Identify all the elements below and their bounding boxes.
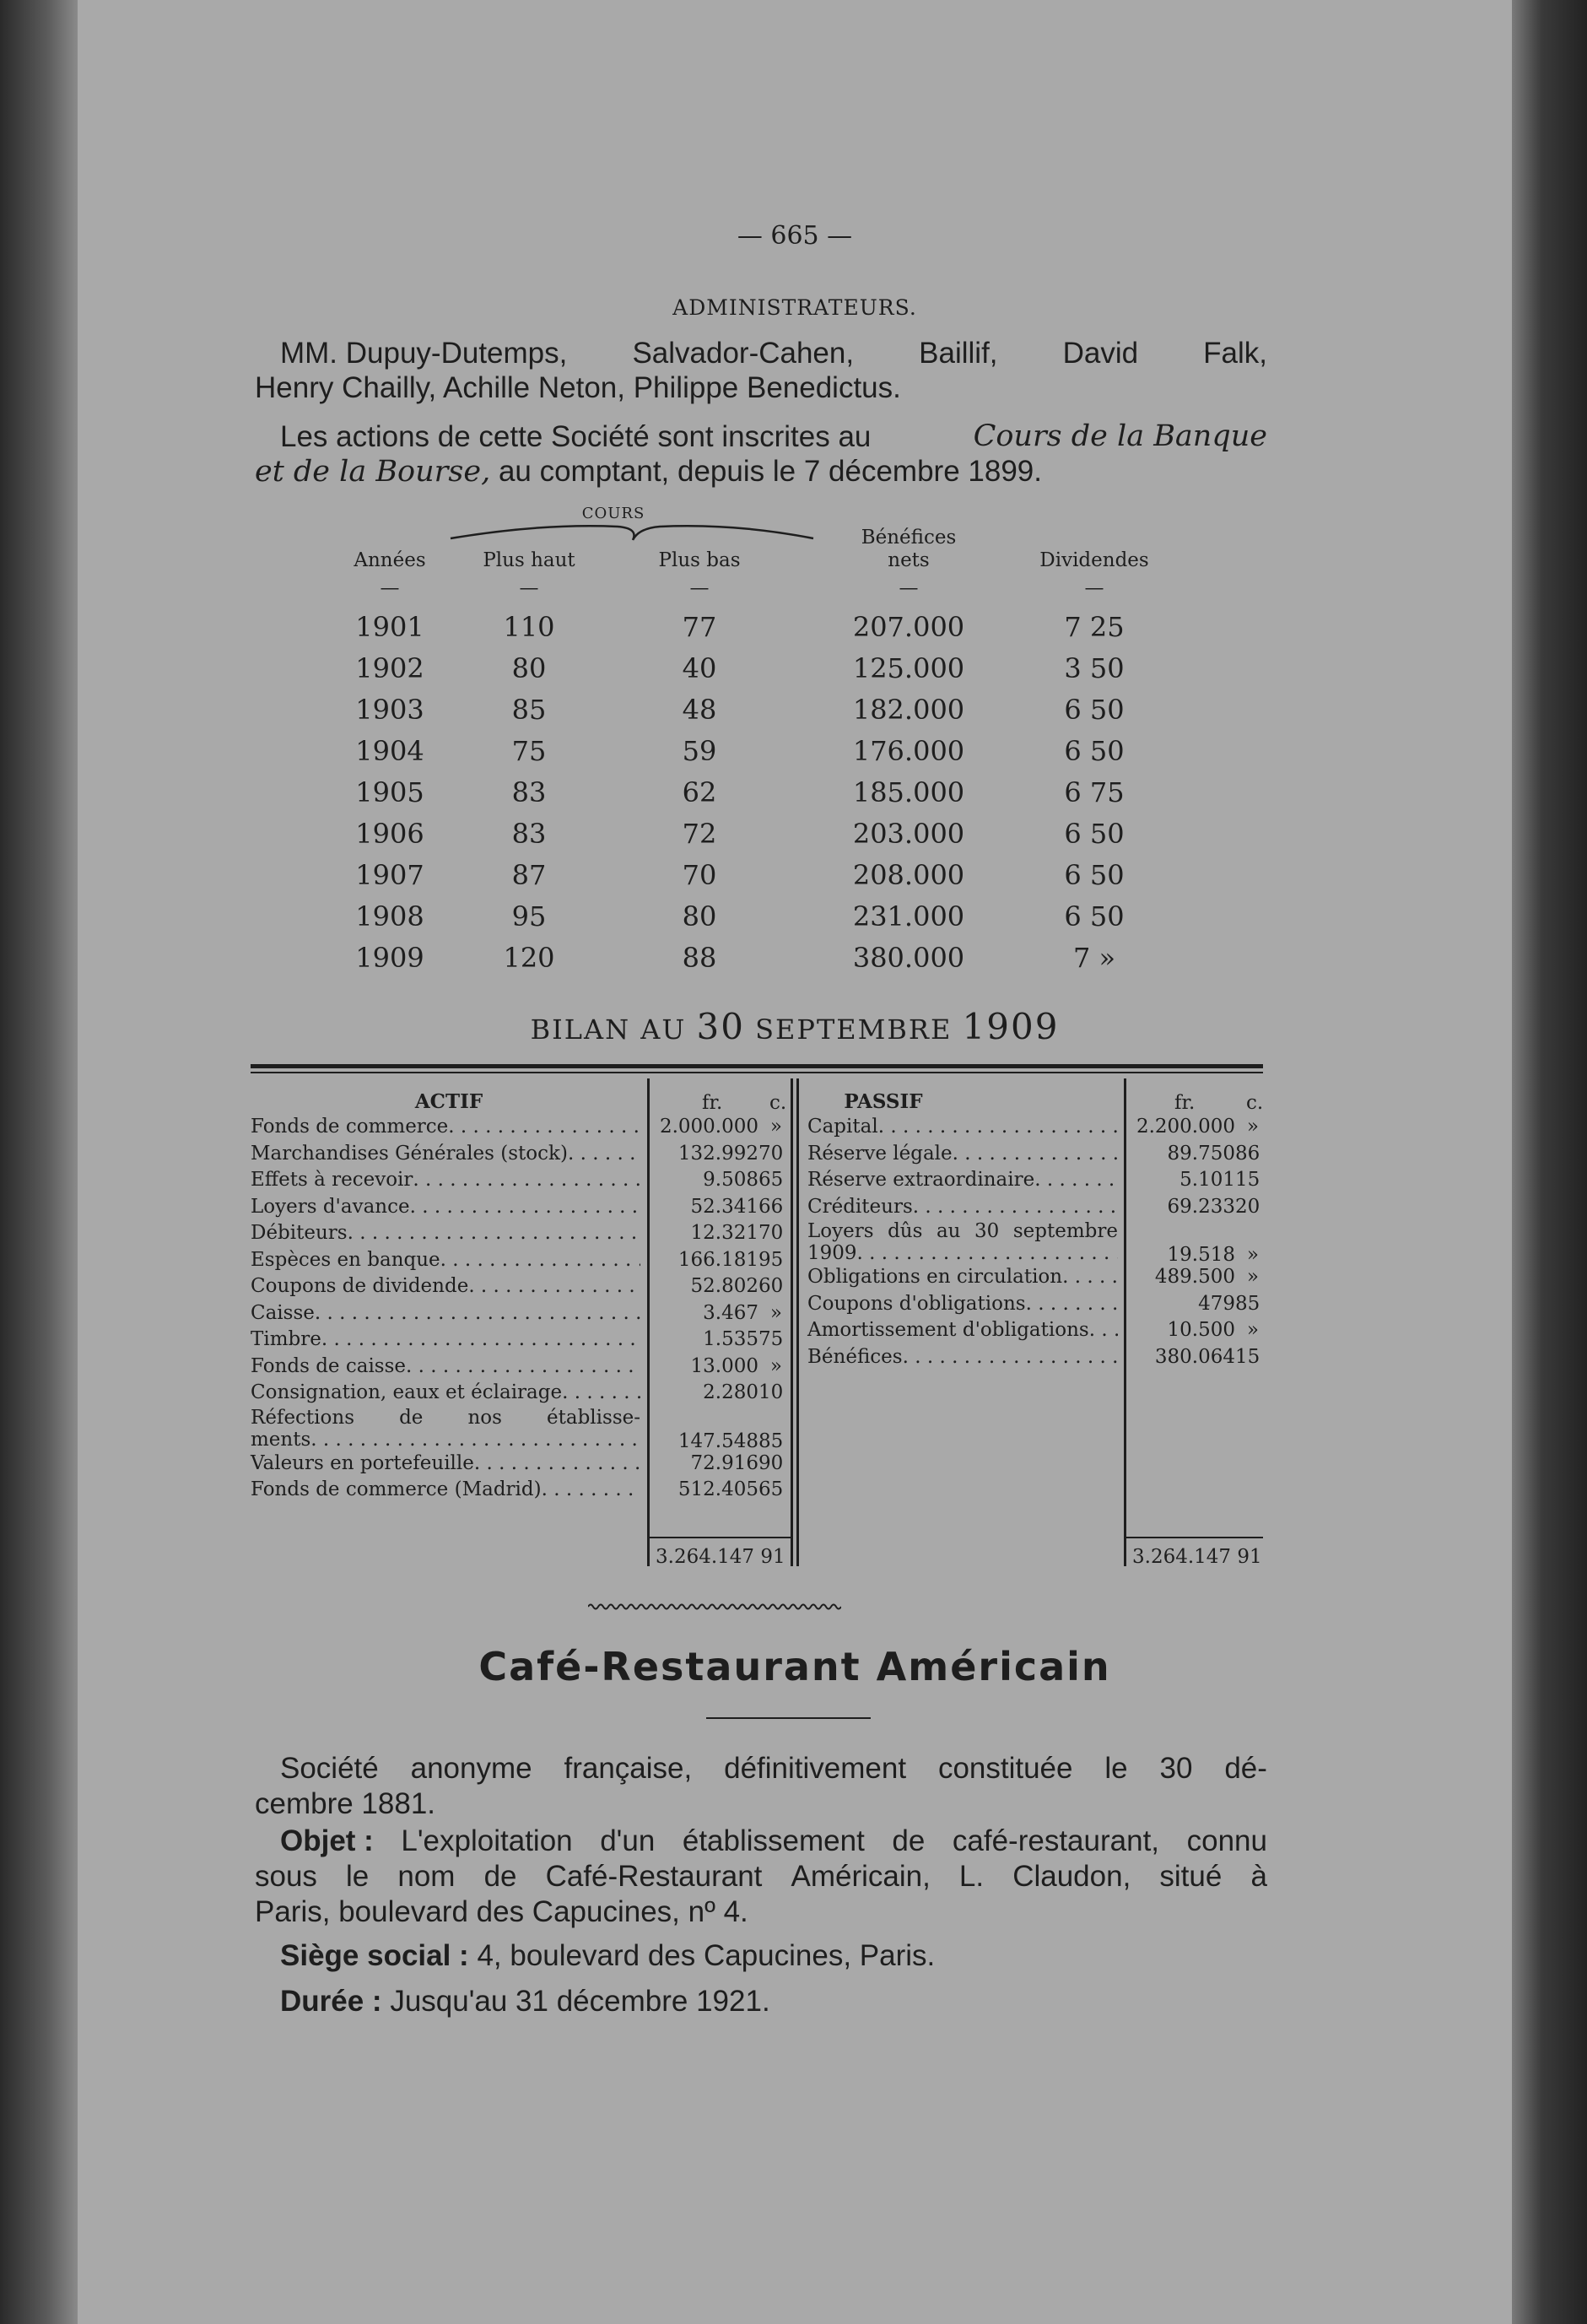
actif-item-label-text: Espèces en banque <box>251 1248 440 1271</box>
passif-item-label-text: Coupons d'obligations <box>807 1292 1026 1315</box>
actif-item-fr: 12.321 <box>690 1222 758 1244</box>
word: Salvador-Cahen, <box>632 337 855 370</box>
passif-item-label-text: 1909 <box>807 1242 857 1264</box>
administrators-line-2: Henry Chailly, Achille Neton, Philippe Benedictus. <box>255 371 901 404</box>
actif-item-c: » <box>769 1116 782 1138</box>
book-gutter-right <box>1512 0 1587 2324</box>
dot-leader <box>448 1114 640 1140</box>
actif-item-c: 10 <box>758 1381 784 1403</box>
actif-item-label <box>251 1451 640 1477</box>
table-row <box>78 735 1512 776</box>
actif-item-label-text: ments <box>251 1428 311 1451</box>
passif-item-c: 86 <box>1235 1142 1260 1165</box>
passif-item-amount <box>1132 1141 1259 1167</box>
table-row <box>78 611 1512 652</box>
actif-item-amount <box>656 1300 782 1327</box>
actif-total-rule <box>649 1537 791 1538</box>
actif-item-label-text: Effets à recevoir <box>251 1169 413 1191</box>
dot-leader <box>410 1194 640 1220</box>
dot-leader <box>913 1194 1118 1220</box>
dividende-cell: 7 25 <box>1064 611 1125 643</box>
duree <box>255 1984 1267 2019</box>
dividende-cell: 6 50 <box>1064 694 1125 726</box>
annee-cell: 1906 <box>355 818 424 850</box>
word: anonyme <box>410 1752 532 1785</box>
header-plus-bas: Plus bas <box>658 549 741 571</box>
actif-item-label-text: Coupons de dividende <box>251 1275 469 1297</box>
passif-item-c: » <box>1246 1244 1259 1266</box>
dot-leader <box>348 1220 640 1246</box>
dash: — <box>689 577 710 599</box>
word: Américain, <box>791 1860 931 1893</box>
bilan-rule-top-thin <box>251 1072 1263 1073</box>
actif-item-label-text: Caisse <box>251 1301 315 1324</box>
actif-item-fr: 13.000 <box>690 1354 758 1377</box>
listing-line-1 <box>255 419 1267 454</box>
annee-cell: 1909 <box>355 942 424 974</box>
siege-value: 4, boulevard des Capucines, Paris. <box>477 1939 936 1972</box>
actif-item-fr: 52.341 <box>690 1195 758 1218</box>
wavy-separator <box>588 1601 841 1613</box>
administrators-names <box>255 336 1267 405</box>
table-row <box>78 652 1512 694</box>
plus-haut-cell: 120 <box>503 942 555 974</box>
bilan-rule-top <box>251 1064 1263 1068</box>
benefices-cell: 231.000 <box>852 900 965 932</box>
plus-bas-cell: 88 <box>682 942 717 974</box>
passif-item-label-text: Réserve légale <box>807 1142 953 1165</box>
plus-bas-cell: 62 <box>682 776 717 808</box>
passif-header: PASSIF <box>844 1090 923 1113</box>
passif-total-fr: 3.264.147 <box>1132 1546 1232 1568</box>
dot-leader <box>878 1114 1118 1140</box>
passif-item-c: 85 <box>1235 1292 1260 1315</box>
plus-bas-cell: 48 <box>682 694 717 726</box>
c-header-actif: c. <box>769 1092 787 1114</box>
passif-item-c: 15 <box>1235 1169 1260 1191</box>
passif-item-fr: 479 <box>1198 1292 1235 1315</box>
dot-leader <box>440 1247 640 1273</box>
passif-item-amount <box>1132 1317 1259 1343</box>
actif-item-c: » <box>769 1354 782 1377</box>
fr-header-actif: fr. <box>702 1092 723 1114</box>
administrators-heading: ADMINISTRATEURS. <box>672 295 917 320</box>
actif-item-amount <box>656 1167 782 1193</box>
header-annees: Années <box>354 549 426 571</box>
word: Falk, <box>1203 337 1267 370</box>
plus-bas-cell: 70 <box>682 859 717 891</box>
dot-leader <box>1026 1291 1118 1317</box>
duree-value: Jusqu'au 31 décembre 1921. <box>390 1985 770 2018</box>
passif-item-amount <box>1132 1291 1259 1317</box>
company-title: Café-Restaurant Américain <box>478 1644 1111 1689</box>
fr-header-passif: fr. <box>1174 1092 1196 1114</box>
listing-line-2 <box>255 454 1267 489</box>
word: de <box>483 1860 517 1893</box>
word: d'un <box>600 1824 656 1857</box>
table-row <box>78 818 1512 859</box>
word: Baillif, <box>919 337 998 370</box>
passif-item-c: » <box>1246 1319 1259 1341</box>
actif-item-fr: 166.181 <box>677 1248 758 1271</box>
passif-item-c: » <box>1246 1266 1259 1288</box>
actif-item-label <box>251 1247 640 1273</box>
passif-item-fr: 10.500 <box>1167 1319 1235 1341</box>
dividende-cell: 6 50 <box>1064 818 1125 850</box>
c-header-passif: c. <box>1246 1092 1264 1114</box>
annee-cell: 1907 <box>355 859 424 891</box>
passif-item-label-text: Amortissement d'obligations <box>807 1319 1089 1341</box>
actif-item-label <box>251 1167 640 1193</box>
dividende-cell: 6 50 <box>1064 900 1125 932</box>
actif-item-amount <box>656 1273 782 1300</box>
actif-item-amount <box>656 1380 782 1406</box>
actif-item-fr: 2.000.000 <box>659 1116 758 1138</box>
actif-item-amount <box>656 1451 782 1477</box>
actif-item-label <box>251 1477 640 1503</box>
word: de <box>892 1824 926 1857</box>
passif-item-label-text: Réserve extraordinaire <box>807 1169 1035 1191</box>
dot-leader <box>406 1354 640 1380</box>
siege-social <box>255 1938 1267 1974</box>
dot-leader <box>953 1141 1118 1167</box>
actif-item-amount <box>656 1247 782 1273</box>
actif-item-label-text: Débiteurs <box>251 1222 348 1244</box>
passif-item-c: 20 <box>1235 1195 1260 1218</box>
dividende-cell: 3 50 <box>1064 652 1125 684</box>
passif-total-c: 91 <box>1237 1546 1262 1568</box>
word: L. <box>958 1860 985 1893</box>
dot-leader <box>1034 1167 1118 1193</box>
book-gutter-left <box>0 0 78 2324</box>
word: situé <box>1159 1860 1223 1893</box>
dot-leader <box>568 1141 640 1167</box>
dot-leader <box>542 1477 640 1503</box>
dot-leader <box>562 1380 640 1406</box>
actif-item-c: » <box>769 1301 782 1324</box>
plus-haut-cell: 87 <box>511 859 547 891</box>
passif-item-label <box>807 1114 1118 1140</box>
actif-item-label-text: Consignation, eaux et éclairage <box>251 1381 563 1403</box>
actif-item-fr: 3.467 <box>703 1301 758 1324</box>
dot-leader <box>474 1451 640 1477</box>
dividende-cell: 6 75 <box>1064 776 1125 808</box>
annee-cell: 1905 <box>355 776 424 808</box>
word: définitivement <box>724 1752 907 1785</box>
word: L'exploitation <box>401 1824 573 1857</box>
word: le <box>1104 1752 1128 1785</box>
actif-item-label <box>251 1141 640 1167</box>
dot-leader <box>321 1327 640 1353</box>
plus-haut-cell: 95 <box>511 900 547 932</box>
cours-table-body <box>78 611 1512 991</box>
plus-bas-cell: 40 <box>682 652 717 684</box>
table-row <box>78 694 1512 735</box>
duree-label: Durée : <box>280 1985 382 2018</box>
word: constituée <box>937 1752 1073 1785</box>
plus-bas-cell: 59 <box>682 735 717 767</box>
actif-item-amount <box>656 1220 782 1246</box>
passif-item-fr: 489.500 <box>1154 1266 1235 1288</box>
bilan-title-year: 1909 <box>962 1006 1060 1047</box>
passif-item-label <box>807 1291 1118 1317</box>
actif-item-label-line: Réfections de nos établisse- <box>251 1406 640 1429</box>
description-line-1 <box>255 1751 1267 1786</box>
dot-leader <box>857 1242 1118 1264</box>
objet-line-3: Paris, boulevard des Capucines, nº 4. <box>255 1895 748 1928</box>
actif-item-label <box>251 1327 640 1353</box>
word: 30 <box>1159 1752 1193 1785</box>
title-underline <box>706 1717 871 1719</box>
passif-item-label <box>807 1141 1118 1167</box>
actif-item-label <box>251 1273 640 1300</box>
plus-haut-cell: 83 <box>511 776 547 808</box>
passif-item-fr: 2.200.000 <box>1136 1116 1235 1138</box>
passif-total-rule <box>1125 1537 1263 1538</box>
actif-header: ACTIF <box>414 1090 483 1113</box>
listing-paragraph <box>255 419 1267 489</box>
passif-item-label <box>807 1220 1118 1264</box>
annee-cell: 1902 <box>355 652 424 684</box>
actif-item-label-text: Loyers d'avance <box>251 1195 410 1218</box>
bilan-title-prefix: BILAN AU <box>530 1013 687 1046</box>
passif-item-label <box>807 1167 1118 1193</box>
dash: — <box>899 577 919 599</box>
actif-item-c: 70 <box>758 1142 784 1165</box>
actif-item-amount <box>656 1327 782 1353</box>
actif-item-c: 90 <box>758 1451 784 1474</box>
actif-item-c: 95 <box>758 1248 784 1271</box>
passif-item-label-line: Loyers dûs au 30 septembre <box>807 1220 1118 1242</box>
dash: — <box>380 577 400 599</box>
word: connu <box>1186 1824 1267 1857</box>
passif-item-label <box>807 1194 1118 1220</box>
word: française, <box>564 1752 693 1785</box>
actif-item-label <box>251 1407 640 1451</box>
actif-total <box>656 1544 785 1570</box>
word: Claudon, <box>1012 1860 1131 1893</box>
document-page <box>78 0 1512 2324</box>
company-description <box>255 1751 1267 2019</box>
benefices-cell: 125.000 <box>852 652 965 684</box>
actif-item-fr: 512.405 <box>677 1478 758 1500</box>
actif-item-label-text: Valeurs en portefeuille <box>251 1451 474 1474</box>
actif-item-fr: 72.916 <box>690 1451 758 1474</box>
dot-leader <box>468 1273 640 1300</box>
dash: — <box>519 577 539 599</box>
dot-leader <box>903 1344 1118 1370</box>
page-number: — 665 — <box>737 221 853 251</box>
actif-item-c: 70 <box>758 1222 784 1244</box>
passif-item-label <box>807 1344 1118 1370</box>
word: le <box>346 1860 370 1893</box>
description-line-2: cembre 1881. <box>255 1787 436 1820</box>
passif-item-amount <box>1132 1167 1259 1193</box>
actif-item-fr: 52.802 <box>690 1275 758 1297</box>
benefices-cell: 207.000 <box>852 611 965 643</box>
actif-item-label <box>251 1300 640 1327</box>
passif-item-label <box>807 1264 1118 1290</box>
annee-cell: 1904 <box>355 735 424 767</box>
passif-item-label <box>807 1317 1118 1343</box>
siege-label: Siège social : <box>280 1939 469 1972</box>
actif-item-fr: 9.508 <box>703 1169 758 1191</box>
actif-item-fr: 1.535 <box>703 1328 758 1350</box>
passif-item-fr: 19.518 <box>1167 1244 1235 1266</box>
plus-bas-cell: 77 <box>682 611 717 643</box>
actif-item-amount <box>656 1114 782 1140</box>
word: David <box>1062 337 1139 370</box>
center-divider-1 <box>791 1078 793 1566</box>
actif-item-amount <box>656 1477 782 1503</box>
listing-text-2: au comptant, depuis le 7 décembre 1899. <box>498 455 1042 488</box>
dash: — <box>1084 577 1104 599</box>
actif-item-label <box>251 1114 640 1140</box>
table-row <box>78 859 1512 900</box>
word: MM. Dupuy-Dutemps, <box>280 337 568 370</box>
actif-item-label <box>251 1220 640 1246</box>
passif-item-label-line <box>807 1242 1118 1264</box>
passif-item-fr: 69.233 <box>1167 1195 1235 1218</box>
annee-cell: 1901 <box>355 611 424 643</box>
benefices-cell: 203.000 <box>852 818 965 850</box>
table-row <box>78 900 1512 942</box>
benefices-cell: 185.000 <box>852 776 965 808</box>
benefices-cell: 182.000 <box>852 694 965 726</box>
actif-divider <box>647 1078 650 1566</box>
actif-item-c: 60 <box>758 1275 784 1297</box>
administrators-line-1 <box>255 336 1267 370</box>
word: sous <box>255 1860 317 1893</box>
passif-item-fr: 89.750 <box>1167 1142 1235 1165</box>
passif-item-fr: 380.064 <box>1154 1345 1235 1368</box>
actif-item-c: 65 <box>758 1169 784 1191</box>
word: à <box>1250 1860 1267 1893</box>
cours-brace <box>449 518 816 543</box>
dividende-cell: 6 50 <box>1064 859 1125 891</box>
word: Société <box>280 1752 379 1785</box>
actif-item-amount <box>656 1354 782 1380</box>
actif-item-label <box>251 1354 640 1380</box>
listing-text-1: Les actions de cette Société sont inscrites au <box>280 420 872 453</box>
passif-item-amount <box>1132 1344 1259 1370</box>
plus-bas-cell: 80 <box>682 900 717 932</box>
actif-total-fr: 3.264.147 <box>656 1546 755 1568</box>
word: établissement <box>682 1824 865 1857</box>
dividende-cell: 6 50 <box>1064 735 1125 767</box>
benefices-cell: 380.000 <box>852 942 965 974</box>
plus-haut-cell: 75 <box>511 735 547 767</box>
word: dé- <box>1224 1752 1267 1785</box>
actif-item-label-text: Timbre <box>251 1328 321 1350</box>
annee-cell: 1908 <box>355 900 424 932</box>
actif-item-amount <box>656 1194 782 1220</box>
actif-item-label <box>251 1380 640 1406</box>
bilan-title-month: SEPTEMBRE <box>755 1013 953 1046</box>
actif-item-label <box>251 1194 640 1220</box>
actif-item-c: 85 <box>758 1430 784 1452</box>
passif-item-label-text: Créditeurs <box>807 1195 913 1218</box>
dot-leader <box>413 1167 640 1193</box>
passif-item-amount <box>1132 1194 1259 1220</box>
objet-line-1 <box>255 1824 1267 1859</box>
plus-haut-cell: 85 <box>511 694 547 726</box>
center-divider-2 <box>796 1078 799 1566</box>
plus-bas-cell: 72 <box>682 818 717 850</box>
header-dividendes: Dividendes <box>1039 549 1149 571</box>
actif-total-c: 91 <box>760 1546 785 1568</box>
listing-italic-2: et de la Bourse, <box>255 455 491 489</box>
annee-cell: 1903 <box>355 694 424 726</box>
plus-haut-cell: 83 <box>511 818 547 850</box>
actif-item-c: 65 <box>758 1478 784 1500</box>
listing-italic-1: Cours de la Banque <box>973 419 1267 453</box>
dot-leader <box>310 1429 640 1451</box>
actif-item-c: 66 <box>758 1195 784 1218</box>
passif-item-fr: 5.101 <box>1179 1169 1235 1191</box>
actif-item-amount <box>656 1141 782 1167</box>
table-row <box>78 942 1512 983</box>
dot-leader <box>1062 1264 1118 1290</box>
header-benefices-nets: nets <box>888 549 930 571</box>
passif-item-amount <box>1132 1264 1259 1290</box>
dot-leader <box>315 1300 640 1327</box>
header-benefices: Bénéfices <box>861 527 957 549</box>
actif-item-label-text: Fonds de caisse <box>251 1354 407 1377</box>
actif-item-label-text: Fonds de commerce (Madrid) <box>251 1478 542 1500</box>
word: Café-Restaurant <box>545 1860 763 1893</box>
actif-item-label-text: Fonds de commerce <box>251 1116 449 1138</box>
dot-leader <box>1089 1317 1118 1343</box>
actif-item-fr: 2.280 <box>703 1381 758 1403</box>
word: café-restaurant, <box>952 1824 1160 1857</box>
passif-divider <box>1124 1078 1126 1566</box>
passif-item-c: » <box>1246 1116 1259 1138</box>
cours-label: COURS <box>581 505 645 522</box>
bilan-title <box>78 1006 1512 1047</box>
passif-item-label-text: Obligations en circulation <box>807 1266 1063 1288</box>
header-plus-haut: Plus haut <box>483 549 575 571</box>
passif-item-c: 15 <box>1235 1345 1260 1368</box>
objet-label: Objet : <box>280 1824 374 1857</box>
actif-item-label-text: Marchandises Générales (stock) <box>251 1142 568 1165</box>
passif-item-label-text: Capital <box>807 1116 878 1138</box>
bilan-title-day: 30 <box>696 1006 745 1047</box>
actif-item-label-line <box>251 1429 640 1451</box>
passif-item-label-text: Bénéfices <box>807 1345 903 1368</box>
plus-haut-cell: 110 <box>503 611 555 643</box>
word: nom <box>397 1860 456 1893</box>
dividende-cell: 7 » <box>1072 942 1116 974</box>
objet-line-2 <box>255 1859 1267 1894</box>
actif-item-fr: 132.992 <box>677 1142 758 1165</box>
actif-item-c: 75 <box>758 1328 784 1350</box>
actif-item-fr: 147.548 <box>677 1430 758 1452</box>
table-row <box>78 776 1512 818</box>
plus-haut-cell: 80 <box>511 652 547 684</box>
benefices-cell: 176.000 <box>852 735 965 767</box>
passif-total <box>1132 1544 1262 1570</box>
bilan-table <box>251 1089 1263 1595</box>
passif-item-amount <box>1132 1114 1259 1140</box>
benefices-cell: 208.000 <box>852 859 965 891</box>
